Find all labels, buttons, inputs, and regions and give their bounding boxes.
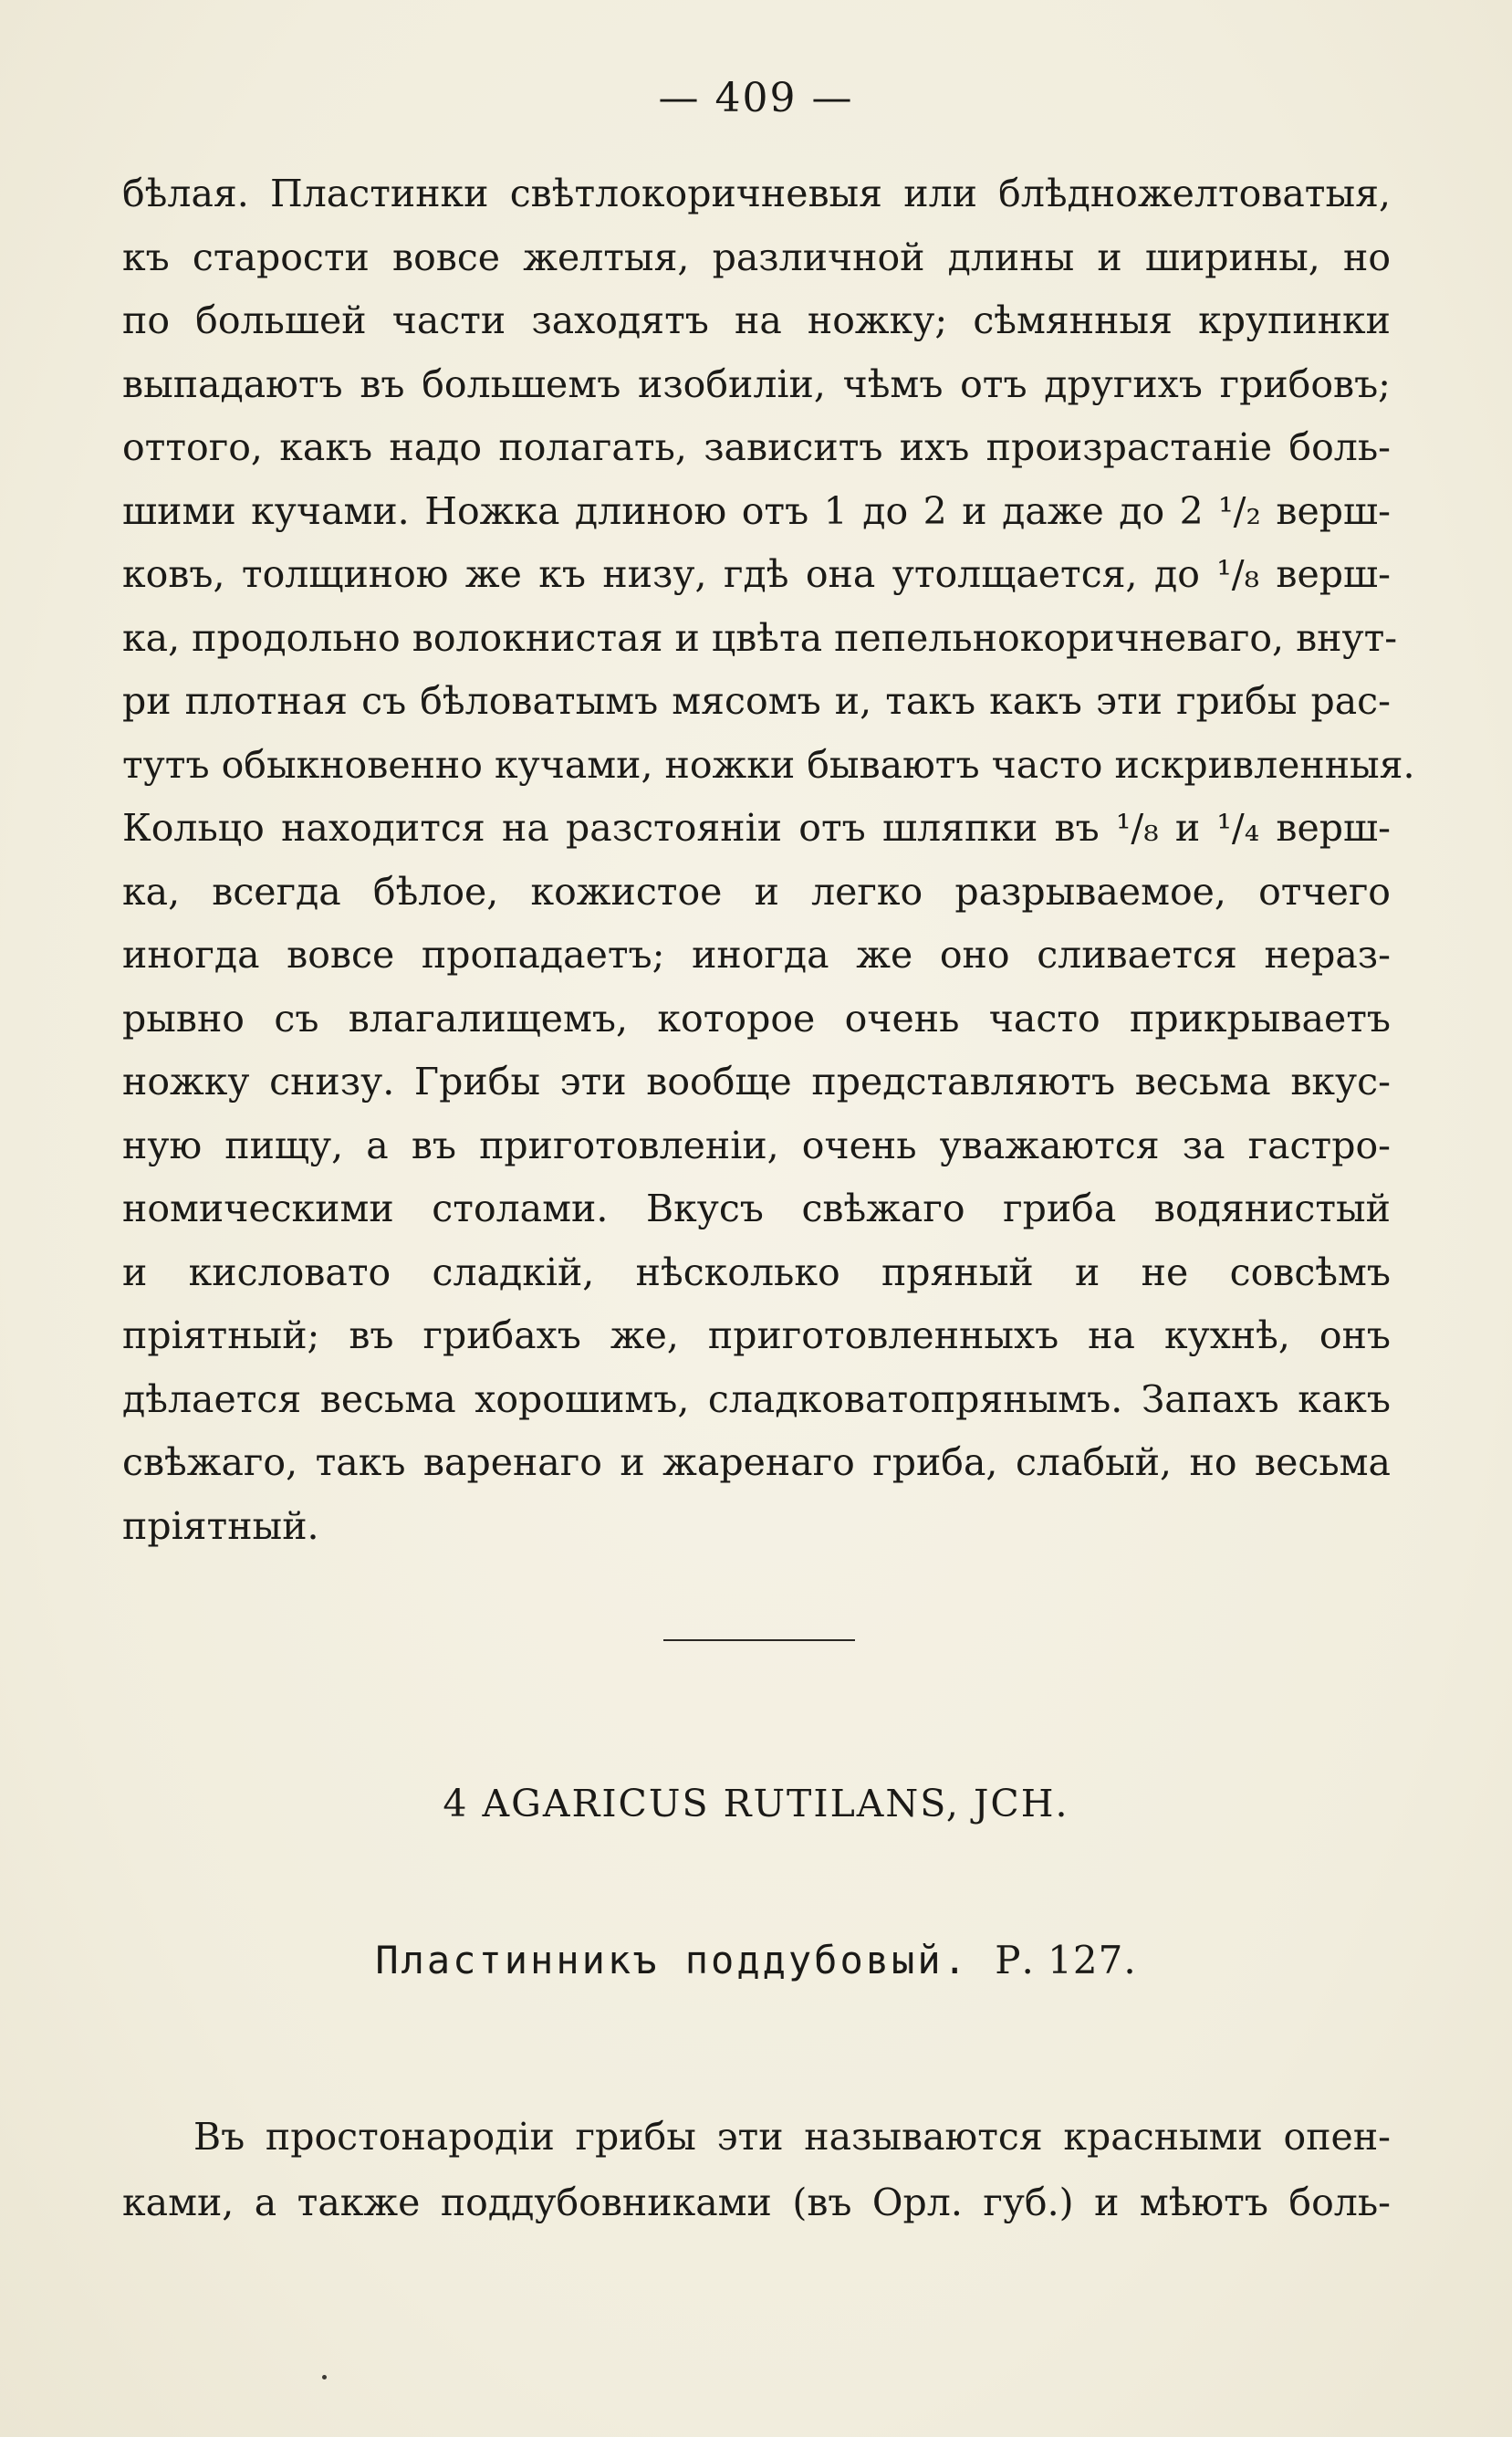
text-line: номическими столами. Вкусъ свѣжаго гриба водянистый: [122, 1187, 1391, 1230]
paragraph-1: [122, 162, 1415, 1558]
text-line: бѣлая. Пластинки свѣтлокоричневыя или блѣдножелтоватыя,: [122, 172, 1391, 215]
text-line: шими кучами. Ножка длиною отъ 1 до 2 и даже до 2 ¹/₂ верш-: [122, 488, 1391, 533]
section-subheading: [0, 1938, 1512, 1982]
text-line: иногда вовсе пропадаетъ; иногда же оно сливается нераз-: [122, 933, 1391, 977]
plate-reference: Р. 127.: [995, 1938, 1137, 1982]
text-line: Кольцо находится на разстояніи отъ шляпки въ ¹/₈ и ¹/₄ верш-: [122, 806, 1391, 850]
text-line: рывно съ влагалищемъ, которое очень часто прикрываетъ: [122, 996, 1391, 1041]
text-line: пріятный; въ грибахъ же, приготовленныхъ на кухнѣ, онъ: [122, 1313, 1391, 1357]
text-line: ка, всегда бѣлое, кожистое и легко разрываемое, отчего: [122, 869, 1391, 914]
section-divider: [663, 1639, 855, 1641]
text-line: выпадаютъ въ большемъ изобиліи, чѣмъ отъ другихъ грибовъ;: [122, 361, 1391, 406]
text-line: Въ простонародіи грибы эти называются красными опен-: [193, 2115, 1391, 2159]
text-line: дѣлается весьма хорошимъ, сладковатопрянымъ. Запахъ какъ: [122, 1376, 1391, 1421]
text-line: оттого, какъ надо полагать, зависитъ ихъ произрастаніе боль-: [122, 425, 1391, 469]
text-line: пріятный.: [122, 1503, 319, 1548]
text-line: ковъ, толщиною же къ низу, гдѣ она утолщается, до ¹/₈ верш-: [122, 552, 1391, 596]
text-line: и кисловато сладкій, нѣсколько пряный и не совсѣмъ: [122, 1250, 1391, 1294]
text-line: ри плотная съ бѣловатымъ мясомъ и, такъ какъ эти грибы рас-: [122, 679, 1391, 723]
section-heading: 4 AGARICUS RUTILANS, JCH.: [443, 1782, 1069, 1825]
text-line: къ старости вовсе желтыя, различной длины и ширины, но: [122, 235, 1391, 279]
page-number: — 409 —: [658, 75, 854, 121]
paragraph-2: [122, 2104, 1391, 2235]
ink-speck: [322, 2375, 327, 2379]
text-line: ную пищу, а въ приготовленіи, очень уважаются за гастро-: [122, 1123, 1391, 1167]
text-line: тутъ обыкновенно кучами, ножки бываютъ часто искривленныя.: [122, 742, 1415, 787]
text-line: свѣжаго, такъ варенаго и жаренаго гриба, слабый, но весьма: [122, 1440, 1391, 1484]
species-common-name: Пластинникъ поддубовый.: [375, 1938, 969, 1982]
text-line: ножку снизу. Грибы эти вообще представляютъ весьма вкус-: [122, 1060, 1391, 1103]
text-line: по большей части заходятъ на ножку; сѣмянныя крупинки: [122, 298, 1391, 342]
text-line: ками, а также поддубовниками (въ Орл. губ.) и мѣютъ боль-: [122, 2181, 1391, 2224]
text-line: ка, продольно волокнистая и цвѣта пепельнокоричневаго, внут-: [122, 615, 1398, 660]
